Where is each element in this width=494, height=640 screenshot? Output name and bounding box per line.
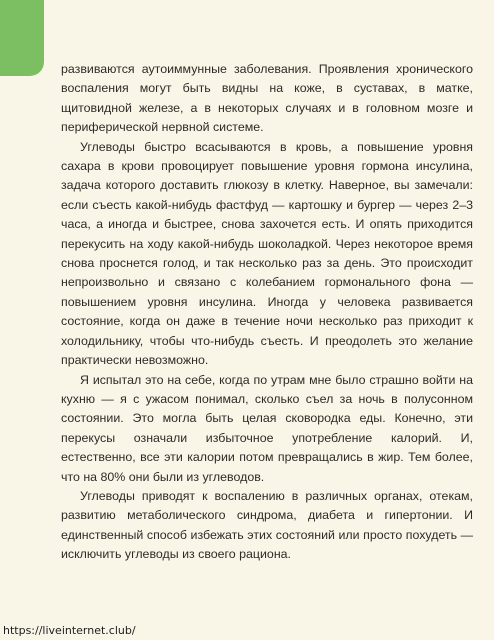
- paragraph-4: Углеводы приводят к воспалению в различных органах, отекам, развитию метаболического синдрома, диабета и гипертонии. И единственный способ избежать этих состояний или просто похудеть — исключить углеводы из своего рациона.: [61, 488, 473, 562]
- paragraph-1: развиваются аутоиммунные заболевания. Проявления хронического воспаления могут быть видны на коже, в суставах, в матке, щитовидной железе, а в некоторых случаях и в головном мозге и периферической нервной системе.: [61, 62, 473, 135]
- book-page-body: [61, 60, 473, 565]
- chapter-color-tab: [0, 0, 44, 76]
- paragraph-2: Углеводы быстро всасываются в кровь, а повышение уровня сахара в крови провоцирует повышение уровня гормона инсулина, задача которого доставить глюкозу в клетку. Наверное, вы замечали: если съесть какой-нибудь фастфуд — картошку и бургер — через 2–3 часа, а иногда и быстрее, снова захочется есть. И опять приходится перекусить на ходу какой-нибудь шоколадкой. Через некоторое время снова проснется голод, и так несколько раз за день. Это происходит непроизвольно и связано с колебанием гормонального фона — повышением уровня инсулина. Иногда у человека развивается состояние, когда он даже в течение ночи несколько раз приходит к холодильнику, чтобы что-нибудь съесть. И преодолеть это желание практически невозможно.: [61, 139, 473, 368]
- paragraph-3: Я испытал это на себе, когда по утрам мне было страшно войти на кухню — я с ужасом понимал, сколько съел за ночь в полусонном состоянии. Это могла быть целая сковородка еды. Конечно, эти перекусы означали избыточное употребление калорий. И, естественно, все эти калории потом превращались в жир. Тем более, что на 80% они были из углеводов.: [61, 372, 473, 484]
- source-url-link[interactable]: https://liveinternet.club/: [3, 624, 136, 637]
